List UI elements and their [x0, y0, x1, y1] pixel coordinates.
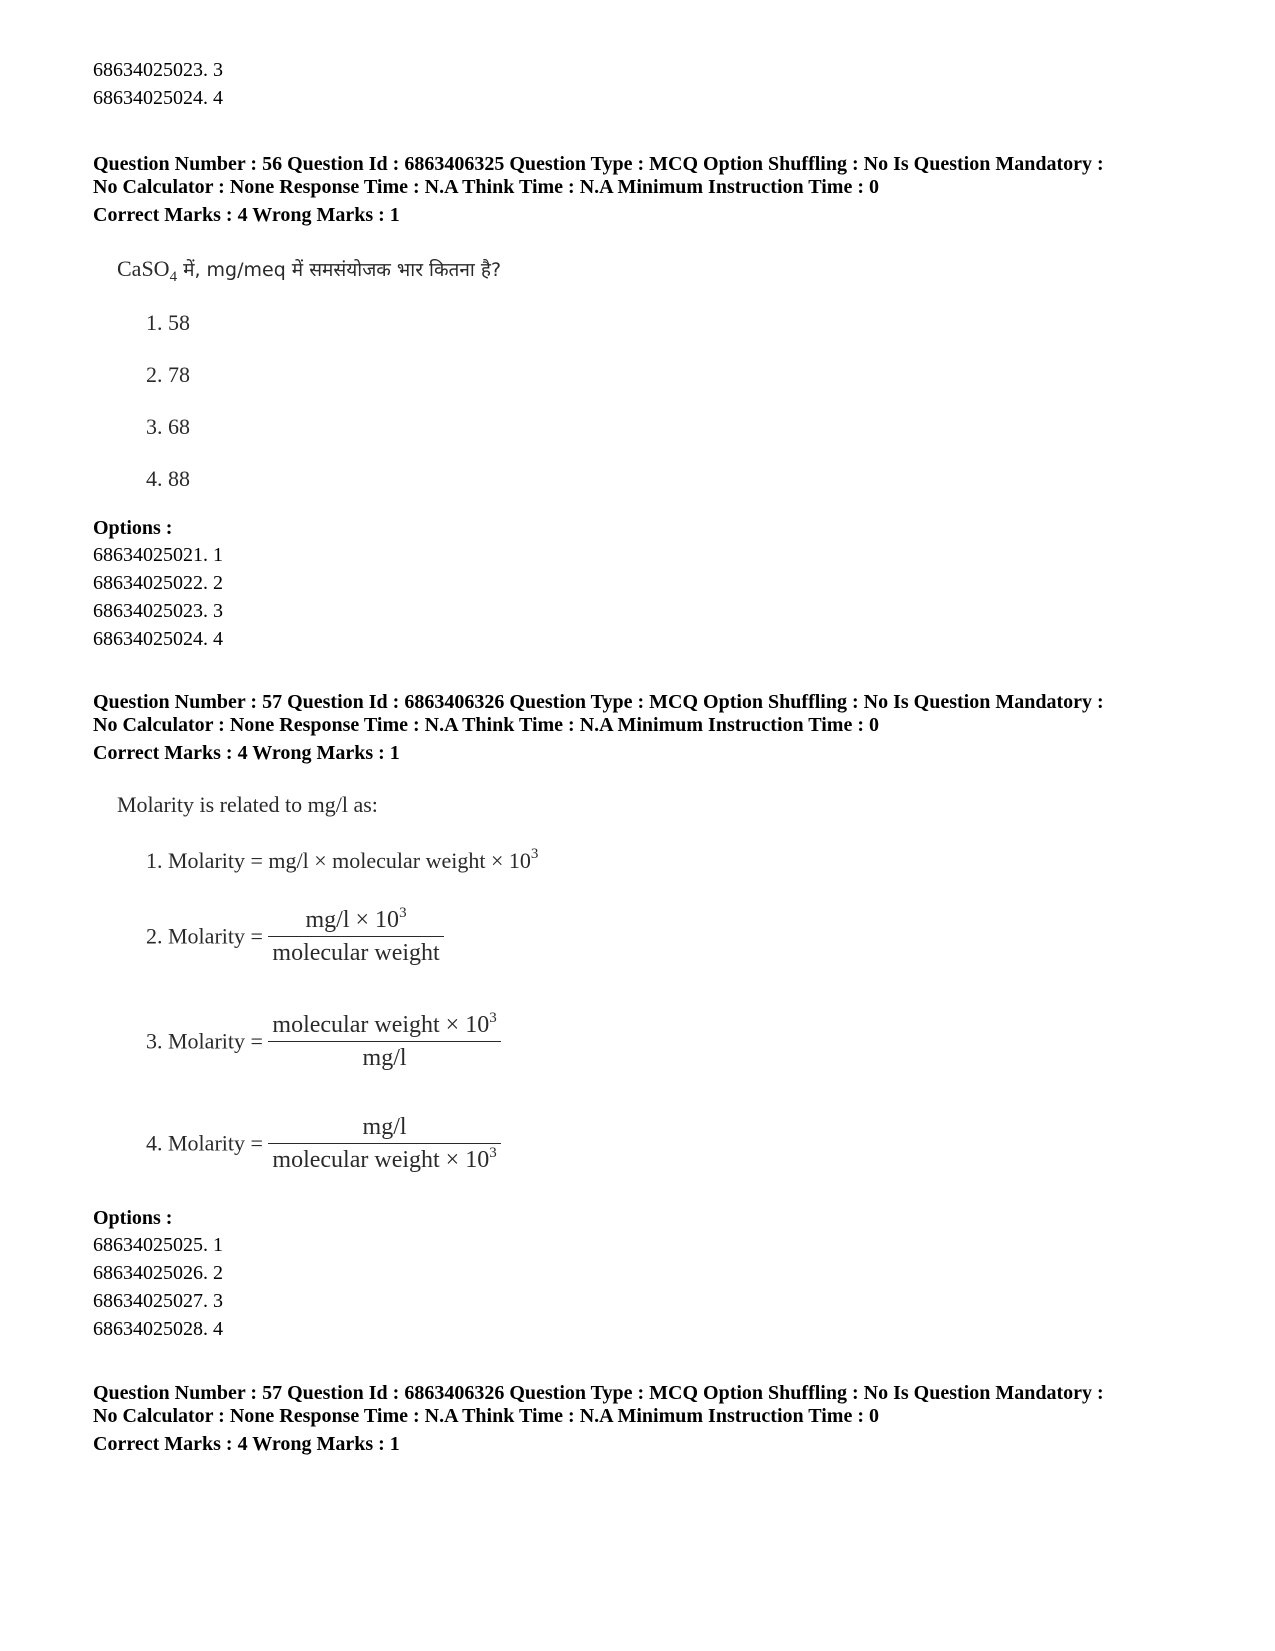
- choice-item: [146, 1111, 501, 1176]
- choice-item: [146, 848, 538, 874]
- option-line: 68634025025. 1: [93, 1234, 223, 1256]
- option-line: 68634025023. 3: [93, 600, 223, 622]
- option-line: 68634025024. 4: [93, 628, 223, 650]
- question-text: [117, 256, 502, 285]
- fraction-numerator: $mg/l \times 10^3$: [305, 905, 407, 933]
- option-line: 68634025028. 4: [93, 1318, 223, 1340]
- choice-item: 4. 88: [146, 466, 190, 491]
- fraction-denominator: molecular weight × $10^3$: [272, 1145, 497, 1173]
- question-header-line: No Calculator : None Response Time : N.A Think Time : N.A Minimum Instruction Time : 0: [93, 1405, 879, 1427]
- marks-line: Correct Marks : 4 Wrong Marks : 1: [93, 742, 400, 764]
- marks-line: Correct Marks : 4 Wrong Marks : 1: [93, 1433, 400, 1455]
- options-label: Options :: [93, 1207, 173, 1229]
- choice-item: 3. 68: [146, 414, 190, 439]
- question-text: Molarity is related to mg/l as:: [117, 792, 378, 817]
- choice-label: 4. Molarity =: [146, 1130, 269, 1156]
- question-formula-subscript: 4: [169, 269, 178, 285]
- choice-superscript: 3: [530, 846, 539, 862]
- question-body: में, mg/meq में समसंयोजक भार कितना है?: [177, 259, 502, 281]
- option-line: 68634025024. 4: [93, 87, 223, 109]
- choice-item: 1. 58: [146, 310, 190, 335]
- fraction: [268, 1009, 500, 1074]
- choice-label: 2. Molarity =: [146, 923, 269, 949]
- choice-item: 2. 78: [146, 362, 190, 387]
- fraction-denominator: mg/l: [362, 1045, 407, 1071]
- question-formula: CaSO: [117, 256, 170, 281]
- option-line: 68634025021. 1: [93, 544, 223, 566]
- option-line: 68634025026. 2: [93, 1262, 223, 1284]
- question-header-line: Question Number : 57 Question Id : 6863406326 Question Type : MCQ Option Shuffling : No Is Question Mandatory :: [93, 691, 1104, 713]
- fraction-denominator: molecular weight: [272, 940, 440, 966]
- fraction: [268, 1111, 500, 1176]
- question-header-line: No Calculator : None Response Time : N.A Think Time : N.A Minimum Instruction Time : 0: [93, 176, 879, 198]
- marks-line: Correct Marks : 4 Wrong Marks : 1: [93, 204, 400, 226]
- question-header-line: Question Number : 57 Question Id : 6863406326 Question Type : MCQ Option Shuffling : No Is Question Mandatory :: [93, 1382, 1104, 1404]
- question-header-line: Question Number : 56 Question Id : 6863406325 Question Type : MCQ Option Shuffling : No Is Question Mandatory :: [93, 153, 1104, 175]
- fraction-numerator: mg/l: [362, 1114, 407, 1140]
- choice-item: [146, 904, 444, 969]
- option-line: 68634025022. 2: [93, 572, 223, 594]
- fraction-numerator: molecular weight × $10^3$: [272, 1010, 497, 1038]
- option-line: 68634025027. 3: [93, 1290, 223, 1312]
- question-header-line: No Calculator : None Response Time : N.A Think Time : N.A Minimum Instruction Time : 0: [93, 714, 879, 736]
- option-line: 68634025023. 3: [93, 59, 223, 81]
- choice-label: 3. Molarity =: [146, 1028, 269, 1054]
- choice-item: [146, 1009, 501, 1074]
- choice-text: 1. Molarity = mg/l × molecular weight × 10: [146, 848, 531, 873]
- options-label: Options :: [93, 517, 173, 539]
- fraction: [268, 904, 443, 969]
